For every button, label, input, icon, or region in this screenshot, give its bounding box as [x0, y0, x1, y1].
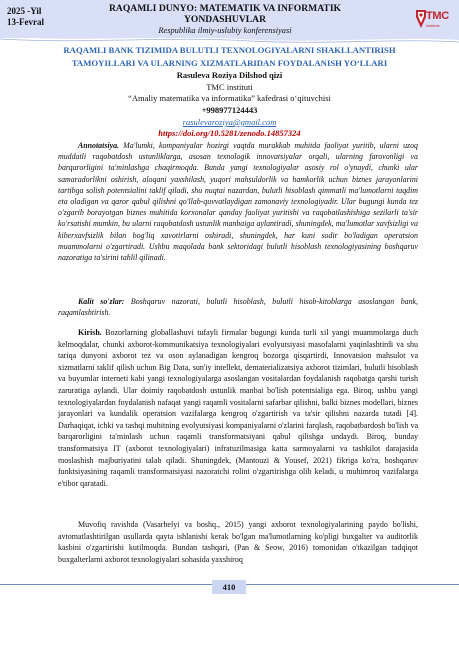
- logo-text: TMC: [426, 10, 449, 22]
- conference-title-line2: YONDASHUVLAR: [183, 14, 267, 25]
- doi-link[interactable]: https://doi.org/10.5281/zenodo.14857324: [158, 128, 301, 138]
- header-banner: [0, 0, 459, 38]
- article-title-line1: RAQAMLI BANK TIZIMIDA BULUTLI TEXNOLOGIYALARNI SHAKLLANTIRISH: [63, 45, 396, 55]
- abstract: [58, 140, 418, 263]
- logo-subtext: institute: [426, 23, 440, 28]
- conference-subtitle: Respublika ilmiy-uslubiy konferensiyasi: [158, 26, 292, 35]
- keywords: [58, 296, 418, 318]
- paragraph1-text: Bozorlarning globallashuvi tufayli firmalar bugungi kunda turli xil yangi muammolarga duch kelmoqdalar, chunki axborot-kommunikatsiya texnologiyalari evolyutsiyasi masofalarni yaqinlashtirdi va shu tariqa dunyoni axborot tez va oson aylanadigan kengroq bozorga qisqartirdi, Innovatsion mahsulot va xizmatlarni taklif qilish uchun Big Data, sun'iy intellekt, dematerializatsiya axborot tizimlari, bulutli hisoblash va buyumlar interneti kabi yangi texnologiyalarga asoslangan vositalardan foydalanish raqobatga qarshi turish zaruratiga aylandi. Ular doimiy raqobatdosh ustunlik manbai bo'lish potentsialiga ega. Biroq, ushbu yangi texnologiyalardan foydalanish nafaqat yangi raqamli vositalarni safarbar qilishni, balki biznes modellari, biznes jarayonlari va kundalik operatsion vazifalarga kengroq o'zgartirish va ta'sir qilishni nazarda tutadi [4]. Darhaqiqat, ichki va tashqi muhitning evolyutsiyasi kompaniyalarni o'zlarini farqlash, raqobatbardosh bo'lish va barqarorligini ta'minlash uchun raqamli transformatsiyani qabul qilishga undaydi. Biroq, bunday transformatsiya IT (axborot texnologiyalari) infratuzilmasiga katta sarmoyalarni va tashkilot darajasida moslashish majburiyatini talab qiladi. Shuningdek, (Mantouzi & Yousef, 2021) fikriga ko'ra, boshqaruv funktsiyasining raqamli transformatsiyasi nazoratchi rolini o'zgartirishga olib keladi, u muhimroq vazifalarga e'tibor qaratadi.: [58, 328, 418, 488]
- article-title: [28, 44, 431, 70]
- header-wave-decoration: [0, 34, 459, 44]
- abstract-label: Annotatsiya.: [78, 141, 119, 150]
- conference-year: 2025 -Yil: [7, 6, 42, 16]
- article-title-line2: TAMOYILLARI VA ULARNING XIZMATLARIDAN FOYDALANISH YO‘LLARI: [71, 58, 388, 68]
- body-paragraph-1: [58, 327, 418, 489]
- intro-label: Kirish.: [78, 328, 102, 337]
- institution: TMC instituti: [206, 82, 253, 92]
- abstract-text: Ma'lumki, kompaniyalar hozirgi vaqtda murakkab muhitda faoliyat yuritib, ularni uzoq muddatli raqobatdosh ustunliklarga, asosan texnologik innovatsiyalar orqali, ularning farovonligi va barqarorligini ta'minlashga chaqirmoqda. Bunda yangi texnologiyalar asosiy rol o'ynaydi, chunki ular samaradorlikni oshirish, aloqani yaxshilash, yuqori mahsuldorlik va hamkorlik uchun biznes jarayonlarini tartibga solish potentsialini taklif qiladi, shu nuqtai nazardan, bulutli hisoblash qimmatli ma'lumotlarni taqdim eta oladigan va qaror qabul qilishni qo'llab-quvvatlaydigan zamonaviy texnologiyadir. Ular bugungi kunda tez o'zgarib borayotgan biznes muhitida korxonalar qanday faoliyat yuritishi va raqobatlashishiga sezilarli ta'sir ko'rsatishi mumkin, bu ularni raqobatdosh ustunlik manbaiga aylantiradi, shuningdek, ma'lumotlar xavfsizligi va kiberxavfsizlik bilan bog'liq xavotirlarni oshiradi, shuningdek, har kuni sodir bo'ladigan operatsion muammolarni o'zgartiradi. Ushbu maqolada bank sektoridagi bulutli hisoblash texnologiyasining boshqaruv nazoratiga ta'sirini tahlil qilinadi.: [58, 141, 418, 263]
- department: “Amaliy matematika va informatika” kafedrasi o‘qituvchisi: [128, 93, 331, 103]
- phone-number: +998977124443: [201, 105, 258, 115]
- email-link[interactable]: rasulevaroziya@gmail.com: [182, 117, 277, 127]
- paragraph2-text: Muvofiq ravishda (Vasarhelyi va boshq., 2015) yangi axborot texnologiyalarining paydo bo'lishi, avtomatlashtirilgan usullarda qayta ishlanishi kerak bo'lgan ma'lumotlarning ko'pligi buxgalter va auditorlik kasbini o'zgartirishi kutilmoqda. Bundan tashqari, (Pan & Seow, 2016) tomonidan o'tkazilgan tadqiqot buxgalterlarni axborot texnologiyalari sohasida yaxshiroq: [58, 520, 418, 564]
- tmc-logo: [414, 4, 454, 34]
- body-paragraph-2: [58, 519, 418, 565]
- keywords-text: Boshqaruv nazorati, bulutli hisoblash, bulutli hisob-kitoblarga asoslangan bank, raqamlashtirish.: [58, 297, 418, 318]
- conference-date: [7, 6, 44, 28]
- conference-title-line1: RAQAMLI DUNYO: MATEMATIK VA INFORMATIK: [108, 3, 342, 14]
- keywords-label: Kalit so'zlar:: [78, 297, 125, 306]
- page-number: 410: [212, 580, 246, 594]
- conference-day: 13-Fevral: [7, 17, 44, 27]
- conference-title: [70, 3, 380, 25]
- author-name: Rasuleva Roziya Dilshod qizi: [176, 70, 283, 80]
